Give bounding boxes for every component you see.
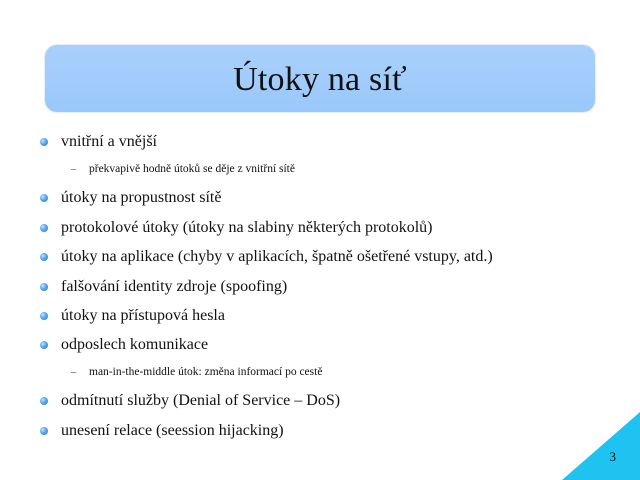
list-item-text: unesení relace (seession hijacking) [61,422,284,439]
list-item-text: vnitřní a vnější [61,133,157,150]
list-item [40,133,157,151]
bullet-icon [40,224,48,232]
dash-icon: – [70,163,77,175]
bullet-icon [40,253,48,261]
list-item-text: útoky na propustnost sítě [61,189,222,206]
bullet-icon [40,397,48,405]
list-item-text: útoky na přístupová hesla [61,307,225,324]
corner-decoration [562,412,640,480]
bullet-icon [40,138,48,146]
bullet-icon [40,341,48,349]
slide-title: Útoky na síť [233,60,407,98]
list-item [40,189,221,207]
list-item [40,307,225,325]
page-number: 3 [609,449,616,464]
list-item-text: odmítnutí služby (Denial of Service – DoS) [61,392,341,409]
list-item [40,336,208,354]
list-item-text: falšování identity zdroje (spoofing) [61,278,288,295]
bullet-icon [40,312,48,320]
bullet-icon [40,283,48,291]
list-item-text: útoky na aplikace (chyby v aplikacích, špatně ošetřené vstupy, atd.) [61,248,493,265]
list-item [40,219,432,237]
list-item [40,392,340,410]
title-box [45,45,595,112]
list-subitem-text: překvapivě hodně útoků se děje z vnitřní sítě [89,163,295,175]
list-item-text: protokolové útoky (útoky na slabiny některých protokolů) [61,219,433,236]
list-item [40,248,493,266]
bullet-icon [40,427,48,435]
dash-icon: – [70,366,77,378]
list-subitem-text: man-in-the-middle útok: změna informací po cestě [89,366,323,378]
list-item [40,422,284,440]
list-item-text: odposlech komunikace [61,336,209,353]
list-subitem [70,163,295,175]
list-subitem [70,366,322,378]
bullet-icon [40,194,48,202]
list-item [40,278,287,296]
